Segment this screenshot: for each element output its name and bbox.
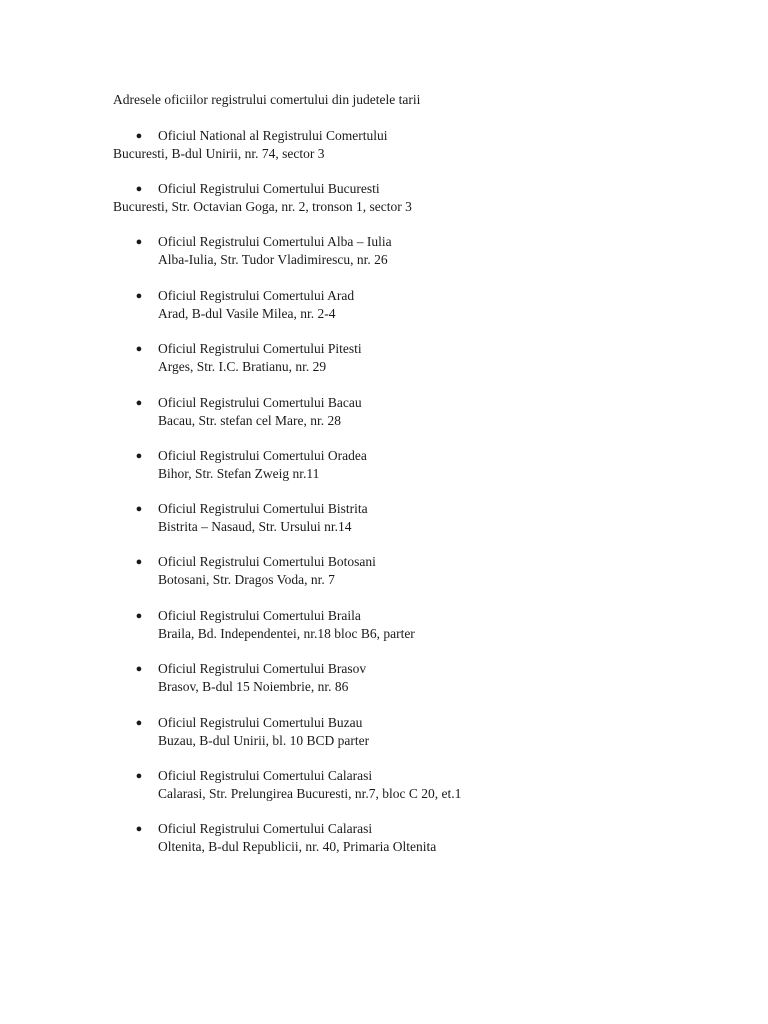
office-address: Arad, B-dul Vasile Milea, nr. 2-4 [158,306,336,321]
bullet-icon: ● [135,290,143,302]
bullet-icon: ● [135,183,143,195]
document-title: Adresele oficiilor registrului comertului din judetele tarii [113,92,421,107]
office-name: Oficiul Registrului Comertului Bucuresti [158,181,380,196]
office-address: Oltenita, B-dul Republicii, nr. 40, Primaria Oltenita [158,839,437,854]
office-name: Oficiul Registrului Comertului Arad [158,288,355,303]
bullet-icon: ● [135,503,143,515]
office-address: Bucuresti, B-dul Unirii, nr. 74, sector 3 [113,146,325,161]
office-address: Botosani, Str. Dragos Voda, nr. 7 [158,572,335,587]
office-address: Alba-Iulia, Str. Tudor Vladimirescu, nr. 26 [158,252,388,267]
bullet-icon: ● [135,130,143,142]
office-name: Oficiul Registrului Comertului Calarasi [158,821,373,836]
office-name: Oficiul Registrului Comertului Buzau [158,715,363,730]
bullet-icon: ● [135,823,143,835]
office-name: Oficiul Registrului Comertului Pitesti [158,341,362,356]
office-name: Oficiul Registrului Comertului Brasov [158,661,367,676]
office-name: Oficiul Registrului Comertului Oradea [158,448,367,463]
bullet-icon: ● [135,397,143,409]
office-address: Calarasi, Str. Prelungirea Bucuresti, nr.7, bloc C 20, et.1 [158,786,462,801]
office-name: Oficiul Registrului Comertului Bistrita [158,501,368,516]
office-address: Braila, Bd. Independentei, nr.18 bloc B6, parter [158,626,415,641]
office-name: Oficiul National al Registrului Comertului [158,128,388,143]
office-name: Oficiul Registrului Comertului Botosani [158,554,376,569]
bullet-icon: ● [135,770,143,782]
office-address: Bucuresti, Str. Octavian Goga, nr. 2, tronson 1, sector 3 [113,199,412,214]
office-name: Oficiul Registrului Comertului Calarasi [158,768,373,783]
office-name: Oficiul Registrului Comertului Alba – Iulia [158,234,392,249]
office-address: Brasov, B-dul 15 Noiembrie, nr. 86 [158,679,349,694]
bullet-icon: ● [135,236,143,248]
office-name: Oficiul Registrului Comertului Bacau [158,395,362,410]
bullet-icon: ● [135,610,143,622]
office-address: Buzau, B-dul Unirii, bl. 10 BCD parter [158,733,370,748]
office-name: Oficiul Registrului Comertului Braila [158,608,361,623]
office-address: Bihor, Str. Stefan Zweig nr.11 [158,466,320,481]
bullet-icon: ● [135,717,143,729]
bullet-icon: ● [135,450,143,462]
office-address: Bacau, Str. stefan cel Mare, nr. 28 [158,413,341,428]
office-address: Arges, Str. I.C. Bratianu, nr. 29 [158,359,327,374]
office-address: Bistrita – Nasaud, Str. Ursului nr.14 [158,519,352,534]
bullet-icon: ● [135,343,143,355]
bullet-icon: ● [135,663,143,675]
bullet-icon: ● [135,556,143,568]
